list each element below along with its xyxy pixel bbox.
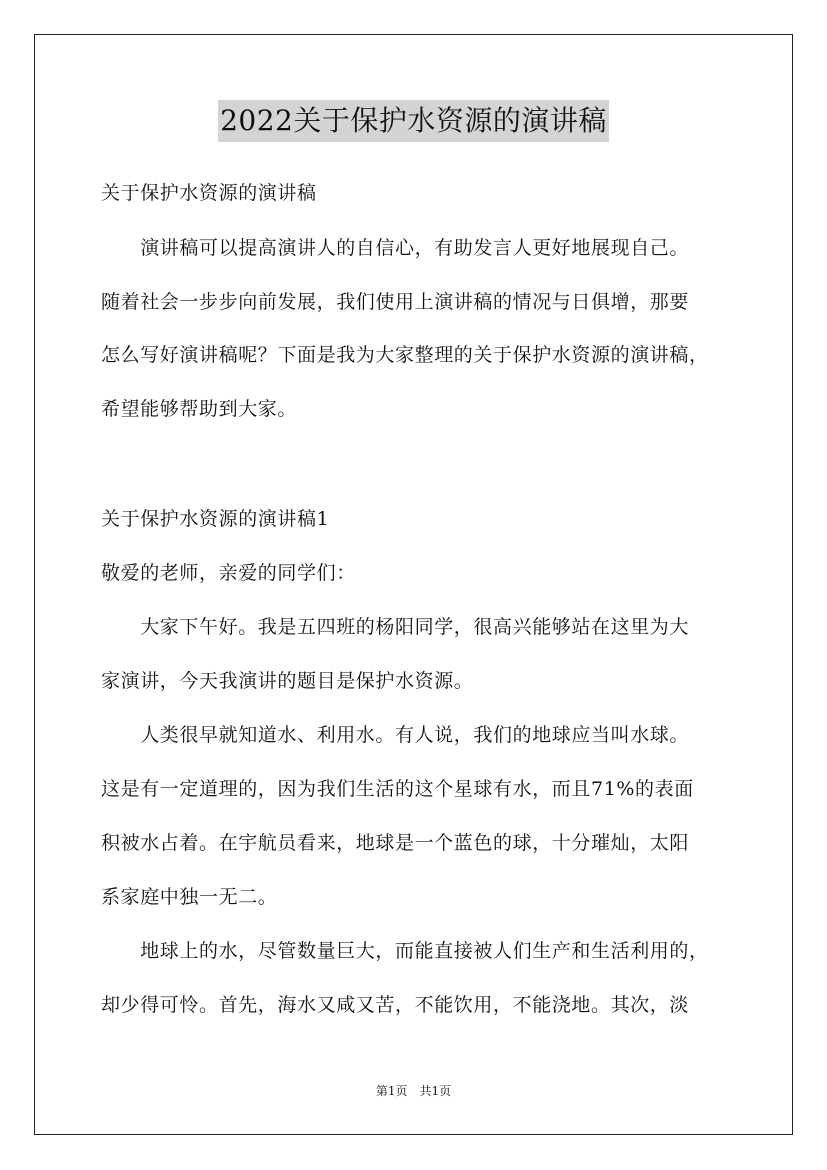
section-heading: 关于保护水资源的演讲稿 — [101, 182, 317, 204]
page-footer: 第1页 共1页 — [375, 1084, 452, 1098]
paragraph-line: 大家下午好。我是五四班的杨阳同学，很高兴能够站在这里为大 — [101, 616, 690, 638]
document-title: 2022关于保护水资源的演讲稿 — [218, 100, 609, 142]
paragraph-line: 怎么写好演讲稿呢？下面是我为大家整理的关于保护水资源的演讲稿， — [101, 344, 709, 366]
paragraph-line: 人类很早就知道水、利用水。有人说，我们的地球应当叫水球。 — [101, 724, 690, 746]
salutation: 敬爱的老师，亲爱的同学们： — [101, 562, 356, 584]
paragraph-line: 这是有一定道理的，因为我们生活的这个星球有水，而且71%的表面 — [101, 778, 694, 800]
title-container — [0, 100, 827, 142]
paragraph-line: 却少得可怜。首先，海水又咸又苦，不能饮用，不能浇地。其次，淡 — [101, 994, 690, 1016]
paragraph-line: 积被水占着。在宇航员看来，地球是一个蓝色的球，十分璀灿，太阳 — [101, 832, 690, 854]
paragraph-line: 地球上的水，尽管数量巨大，而能直接被人们生产和生活利用的， — [101, 940, 709, 962]
paragraph-line: 家演讲，今天我演讲的题目是保护水资源。 — [101, 670, 474, 692]
paragraph-line: 希望能够帮助到大家。 — [101, 398, 298, 420]
section-heading: 关于保护水资源的演讲稿1 — [101, 508, 330, 530]
paragraph-line: 随着社会一步步向前发展，我们使用上演讲稿的情况与日俱增，那要 — [101, 291, 690, 313]
paragraph-line: 演讲稿可以提高演讲人的自信心，有助发言人更好地展现自己。 — [101, 237, 690, 259]
paragraph-line: 系家庭中独一无二。 — [101, 886, 278, 908]
